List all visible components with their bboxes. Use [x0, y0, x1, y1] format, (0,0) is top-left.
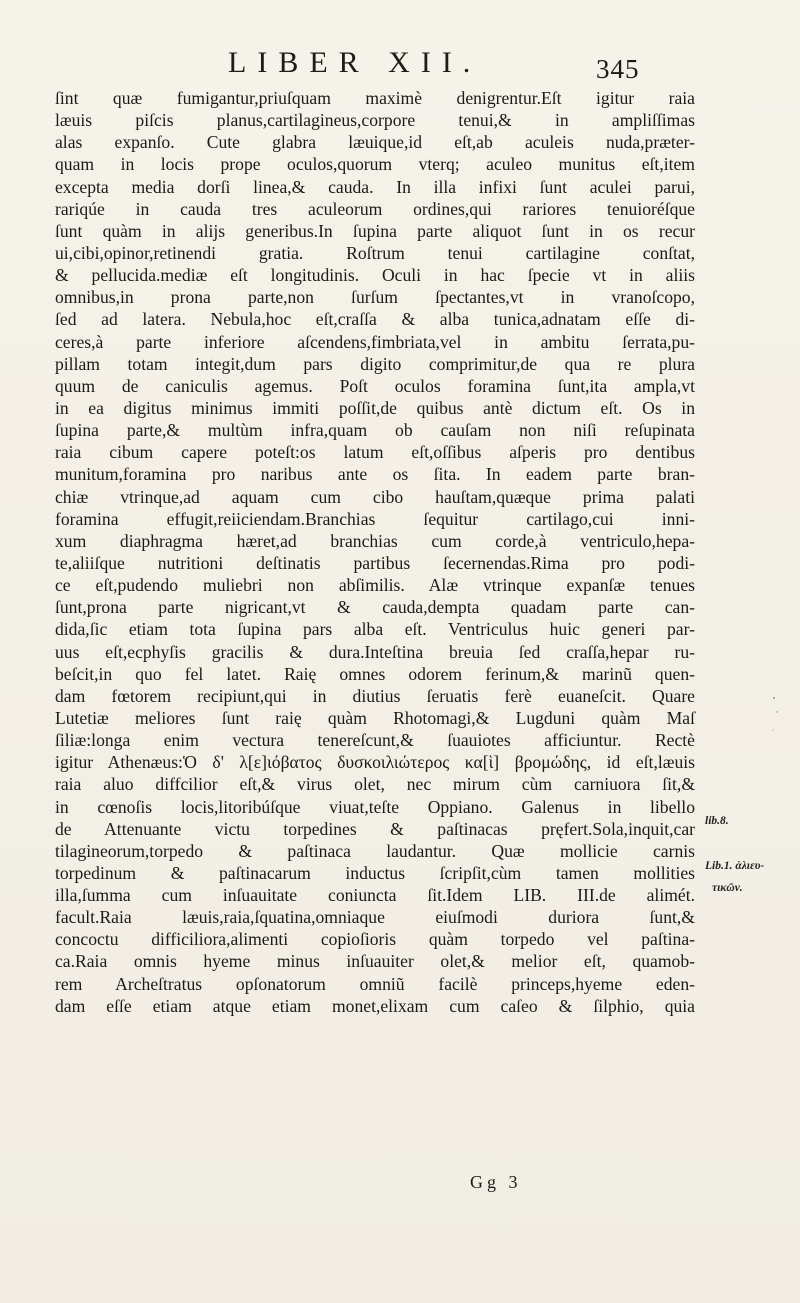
text-line: ceres,à parte inferiore aſcendens,fimbriata,vel in ambitu ſerrata,pu-: [55, 331, 695, 352]
text-line: læuis piſcis planus,cartilagineus,corpore tenui,& in ampliſſimas: [55, 110, 695, 131]
text-line: tilagineorum,torpedo & paſtinaca laudantur. Quæ mollicie carnis: [55, 840, 695, 861]
text-line: concoctu difficiliora,alimenti copioſioris quàm torpedo vel paſtina-: [55, 929, 695, 950]
text-line: quum de caniculis agemus. Poſt oculos foramina ſunt,ita ampla,vt: [55, 375, 695, 396]
text-line: beſcit,in quo fel latet. Raię omnes odorem ferinum,& marinũ quen-: [55, 663, 695, 684]
text-line: quam in locis prope oculos,quorum vterq; aculeo munitus eſt,item: [55, 154, 695, 175]
text-line: pillam totam integit,dum pars digito comprimitur,de qua re plura: [55, 353, 695, 374]
text-line: ce eſt,pudendo muliebri non abſimilis. Alæ vtrinque expanſæ tenues: [55, 575, 695, 596]
text-line: munitum,foramina pro naribus ante os ſita. In eadem parte bran-: [55, 464, 695, 485]
text-line: excepta media dorſi linea,& cauda. In illa infixi ſunt aculei parui,: [55, 176, 695, 197]
text-line: omnibus,in prona parte,non ſurſum ſpectantes,vt in vranoſcopo,: [55, 287, 695, 308]
text-line: dida,ſic etiam tota ſupina pars alba eſt. Ventriculus huic generi par-: [55, 619, 695, 640]
text-line: rem Archeſtratus opſonatorum omniũ facilè princeps,hyeme eden-: [55, 973, 695, 994]
text-line: alas expanſo. Cute glabra læuique,id eſt,ab aculeis nuda,præter-: [55, 132, 695, 153]
text-line: dam eſſe etiam atque etiam monet,elixam cum caſeo & ſilphio, quia: [55, 995, 695, 1016]
text-line: ca.Raia omnis hyeme minus inſuauiter olet,& melior eſt, quamob-: [55, 951, 695, 972]
text-line: ſint quæ fumigantur,priuſquam maximè denigrentur.Eſt igitur raia: [55, 88, 695, 108]
text-line: in ea digitus minimus immiti poſſit,de quibus antè dictum eſt. Os in: [55, 397, 695, 418]
text-line: ui,cibi,opinor,retinendi gratia. Roſtrum tenui cartilagine conſtat,: [55, 242, 695, 263]
text-line: ſupina parte,& multùm infra,quam ob cauſam non niſi reſupinata: [55, 420, 695, 441]
running-header: [0, 46, 800, 86]
text-line: raia aluo diffcilior eſt,& virus olet, nec mirum cùm carniuora ſit,&: [55, 774, 695, 795]
text-line: igitur Athenæus:Ὁ δ' λ[ε]ιόβατος δυσκοιλιώτερος κα[ὶ] βρομώδης, id eſt,læuis: [55, 752, 695, 773]
text-line: rariqúe in cauda tres aculeorum ordines,qui rariores tenuioréſque: [55, 198, 695, 219]
text-line: facult.Raia læuis,raia,ſquatina,omniaque eiuſmodi duriora ſunt,&: [55, 907, 695, 928]
text-line: raia cibum capere poteſt:os latum eſt,oſſibus aſperis pro dentibus: [55, 442, 695, 463]
paper-specks: [770, 690, 782, 750]
text-line: de Attenuante victu torpedines & paſtinacas pręfert.Sola,inquit,car: [55, 818, 695, 839]
text-line: ſunt quàm in alijs generibus.In ſupina parte aliquot ſunt in os recur: [55, 220, 695, 241]
page-number: 345: [596, 54, 640, 84]
text-line: illa,ſumma cum inſuauitate coniuncta ſit.Idem LIB. III.de alimét.: [55, 885, 695, 906]
text-line: Lutetiæ meliores ſunt raię quàm Rhotomagi,& Lugduni quàm Maſ: [55, 707, 695, 728]
text-line: in cœnoſis locis,litoribúſque viuat,teſte Oppiano. Galenus in libello: [55, 796, 695, 817]
margin-note-tikon: τικῶν.: [712, 882, 743, 894]
running-title: LIBER XII.: [228, 46, 482, 79]
text-line: torpedinum & paſtinacarum inductus ſcripſit,cùm tamen mollities: [55, 862, 695, 883]
text-line: chiæ vtrinque,ad aquam cum cibo hauſtam,quæque prima palati: [55, 486, 695, 507]
text-line: ſunt,prona parte nigricant,vt & cauda,dempta quadam parte can-: [55, 597, 695, 618]
margin-note-lib1: Lib.1. ἁλιευ-: [705, 860, 765, 872]
text-line: foramina effugit,reiiciendam.Branchias ſequitur cartilago,cui inni-: [55, 508, 695, 529]
text-line: ſed ad latera. Nebula,hoc eſt,craſſa & alba tunica,adnatam eſſe di-: [55, 309, 695, 330]
margin-note-lib8: lib.8.: [705, 815, 729, 827]
signature-mark: Gg 3: [470, 1172, 522, 1192]
main-text-block: [55, 87, 695, 1017]
text-line: & pellucida.mediæ eſt longitudinis. Oculi in hac ſpecie vt in aliis: [55, 265, 695, 286]
text-line: dam fœtorem recipiunt,qui in diutius ſeruatis ferè euaneſcit. Quare: [55, 685, 695, 706]
text-line: xum diaphragma hæret,ad branchias cum corde,à ventriculo,hepa-: [55, 530, 695, 551]
text-line: uus eſt,ecphyſis gracilis & dura.Inteſtina breuia ſed craſſa,hepar ru-: [55, 641, 695, 662]
text-line: te,aliiſque nutritioni deſtinatis partibus ſecernendas.Rima pro podi-: [55, 552, 695, 573]
text-line: ſiliæ:longa enim vectura tenereſcunt,& ſuauiotes afficiuntur. Rectè: [55, 730, 695, 751]
